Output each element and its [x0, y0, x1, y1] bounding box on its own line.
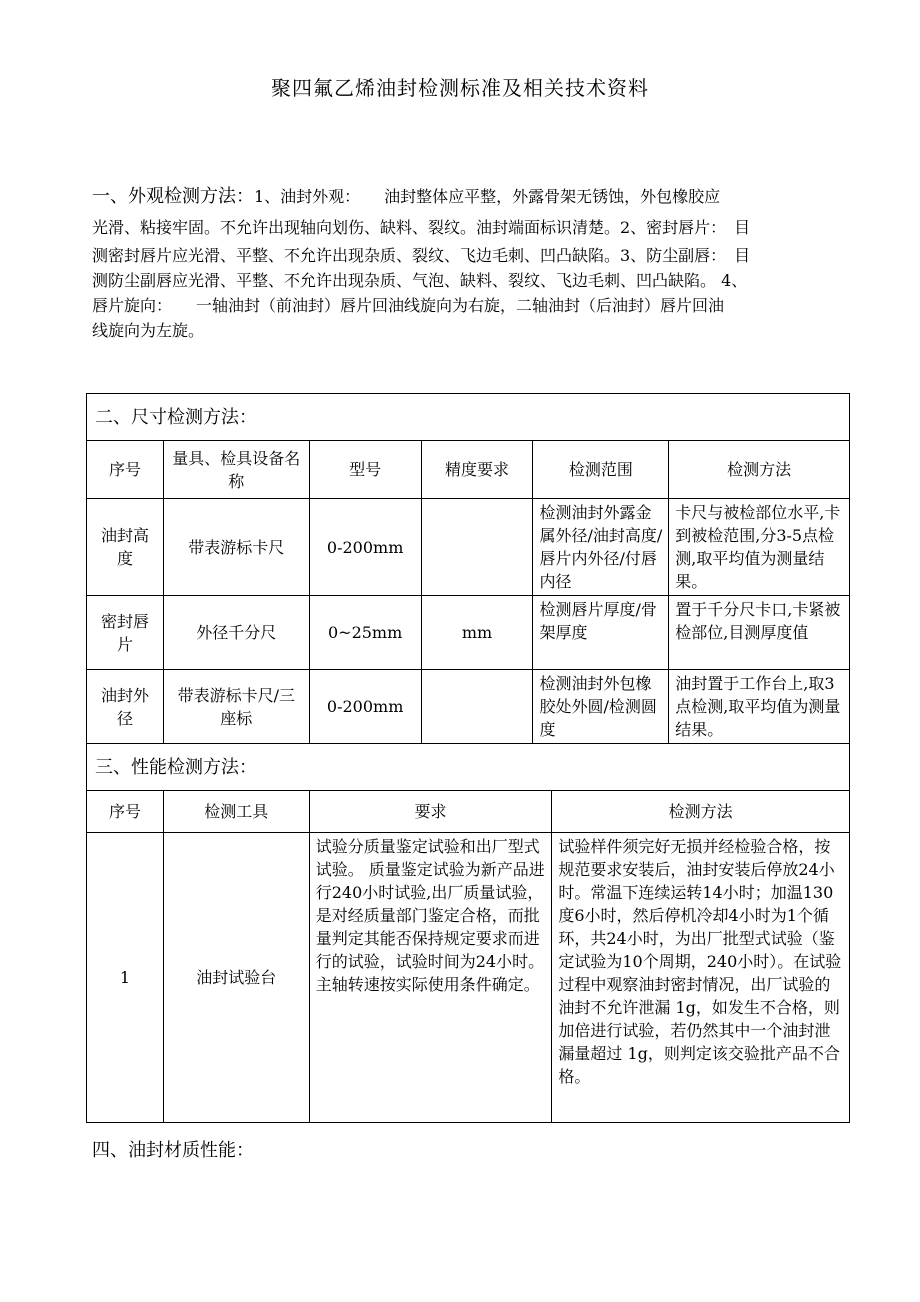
- table-cell: 油封置于工作台上,取3点检测,取平均值为测量结果。: [669, 670, 850, 744]
- table-cell: 检测唇片厚度/骨架厚度: [533, 596, 669, 670]
- table-row: [87, 670, 850, 744]
- table-row: [87, 833, 850, 1123]
- table-cell: 带表游标卡尺: [163, 499, 309, 596]
- section2-heading: 二、尺寸检测方法：: [87, 394, 850, 441]
- table-cell: 1: [87, 833, 164, 1123]
- table-header: 检测方法: [669, 441, 850, 499]
- table-cell: 试验分质量鉴定试验和出厂型式试验。 质量鉴定试验为新产品进行240小时试验,出厂质量试验，是对经质量部门鉴定合格，而批量判定其能否保持规定要求而进行的试验，试验时间为24小时。主轴转速按实际使用条件确定。: [309, 833, 552, 1123]
- section1-line-1: 光滑、粘接牢固。不允许出现轴向划伤、缺料、裂纹。油封端面标识清楚。2、密封唇片： 目: [92, 218, 751, 237]
- table-header: 精度要求: [421, 441, 533, 499]
- table-row: [87, 499, 850, 596]
- table-cell: 密封唇片: [87, 596, 164, 670]
- table-cell: 油封外径: [87, 670, 164, 744]
- table-cell: 检测油封外露金属外径/油封高度/唇片内外径/付唇内径: [533, 499, 669, 596]
- table-cell: 油封高度: [87, 499, 164, 596]
- table-header: 要求: [309, 791, 552, 833]
- table-cell: 0-200mm: [309, 670, 421, 744]
- section1-line-5: 线旋向为左旋。: [92, 321, 205, 340]
- table-cell: 带表游标卡尺/三座标: [163, 670, 309, 744]
- table-header: 序号: [87, 791, 164, 833]
- section4-heading: 四、油封材质性能：: [92, 1140, 254, 1161]
- table-cell: [421, 499, 533, 596]
- table-header: 检测方法: [552, 791, 850, 833]
- table-cell: 检测油封外包橡胶处外圆/检测圆度: [533, 670, 669, 744]
- section1-line-4: 唇片旋向： 一轴油封（前油封）唇片回油线旋向为右旋，二轴油封（后油封）唇片回油: [92, 296, 725, 315]
- section1-line-0: 1、油封外观： 油封整体应平整，外露骨架无锈蚀，外包橡胶应: [254, 187, 721, 206]
- table-cell: 外径千分尺: [163, 596, 309, 670]
- table-header: 量具、检具设备名称: [163, 441, 309, 499]
- dimension-table: [86, 393, 850, 744]
- table-header: 型号: [309, 441, 421, 499]
- page-title: 聚四氟乙烯油封检测标准及相关技术资料: [271, 76, 649, 100]
- performance-table: [86, 743, 850, 1123]
- table-cell: [421, 670, 533, 744]
- section3-heading: 三、性能检测方法：: [87, 744, 850, 791]
- section1-line-3: 测防尘副唇应光滑、平整、不允许出现杂质、气泡、缺料、裂纹、飞边毛刺、凹凸缺陷。 4、: [92, 271, 748, 290]
- table-row: [87, 596, 850, 670]
- table-cell: 0-200mm: [309, 499, 421, 596]
- section1-heading-line: [92, 182, 720, 208]
- table-header: 序号: [87, 441, 164, 499]
- section1-heading: 一、外观检测方法：: [92, 186, 254, 207]
- table-cell: 油封试验台: [163, 833, 309, 1123]
- table-cell: 卡尺与被检部位水平,卡到被检范围,分3-5点检测,取平均值为测量结果。: [669, 499, 850, 596]
- table-cell: mm: [421, 596, 533, 670]
- table-cell: 试验样件须完好无损并经检验合格，按规范要求安装后，油封安装后停放24小时。常温下连续运转14小时；加温130度6小时，然后停机冷却4小时为1个循环，共24小时，为出厂批型式试验（鉴定试验为10个周期，240小时）。在试验过程中观察油封密封情况，出厂试验的油封不允许泄漏 1g，如发生不合格，则加倍进行试验，若仍然其中一个油封泄漏量超过 1g，则判定该交验批产品不合格。: [552, 833, 850, 1123]
- table-cell: 0~25mm: [309, 596, 421, 670]
- table-cell: 置于千分尺卡口,卡紧被检部位,目测厚度值: [669, 596, 850, 670]
- section1-line-2: 测密封唇片应光滑、平整、不允许出现杂质、裂纹、飞边毛刺、凹凸缺陷。3、防尘副唇： 目: [92, 246, 751, 265]
- table-header: 检测工具: [163, 791, 309, 833]
- table-header: 检测范围: [533, 441, 669, 499]
